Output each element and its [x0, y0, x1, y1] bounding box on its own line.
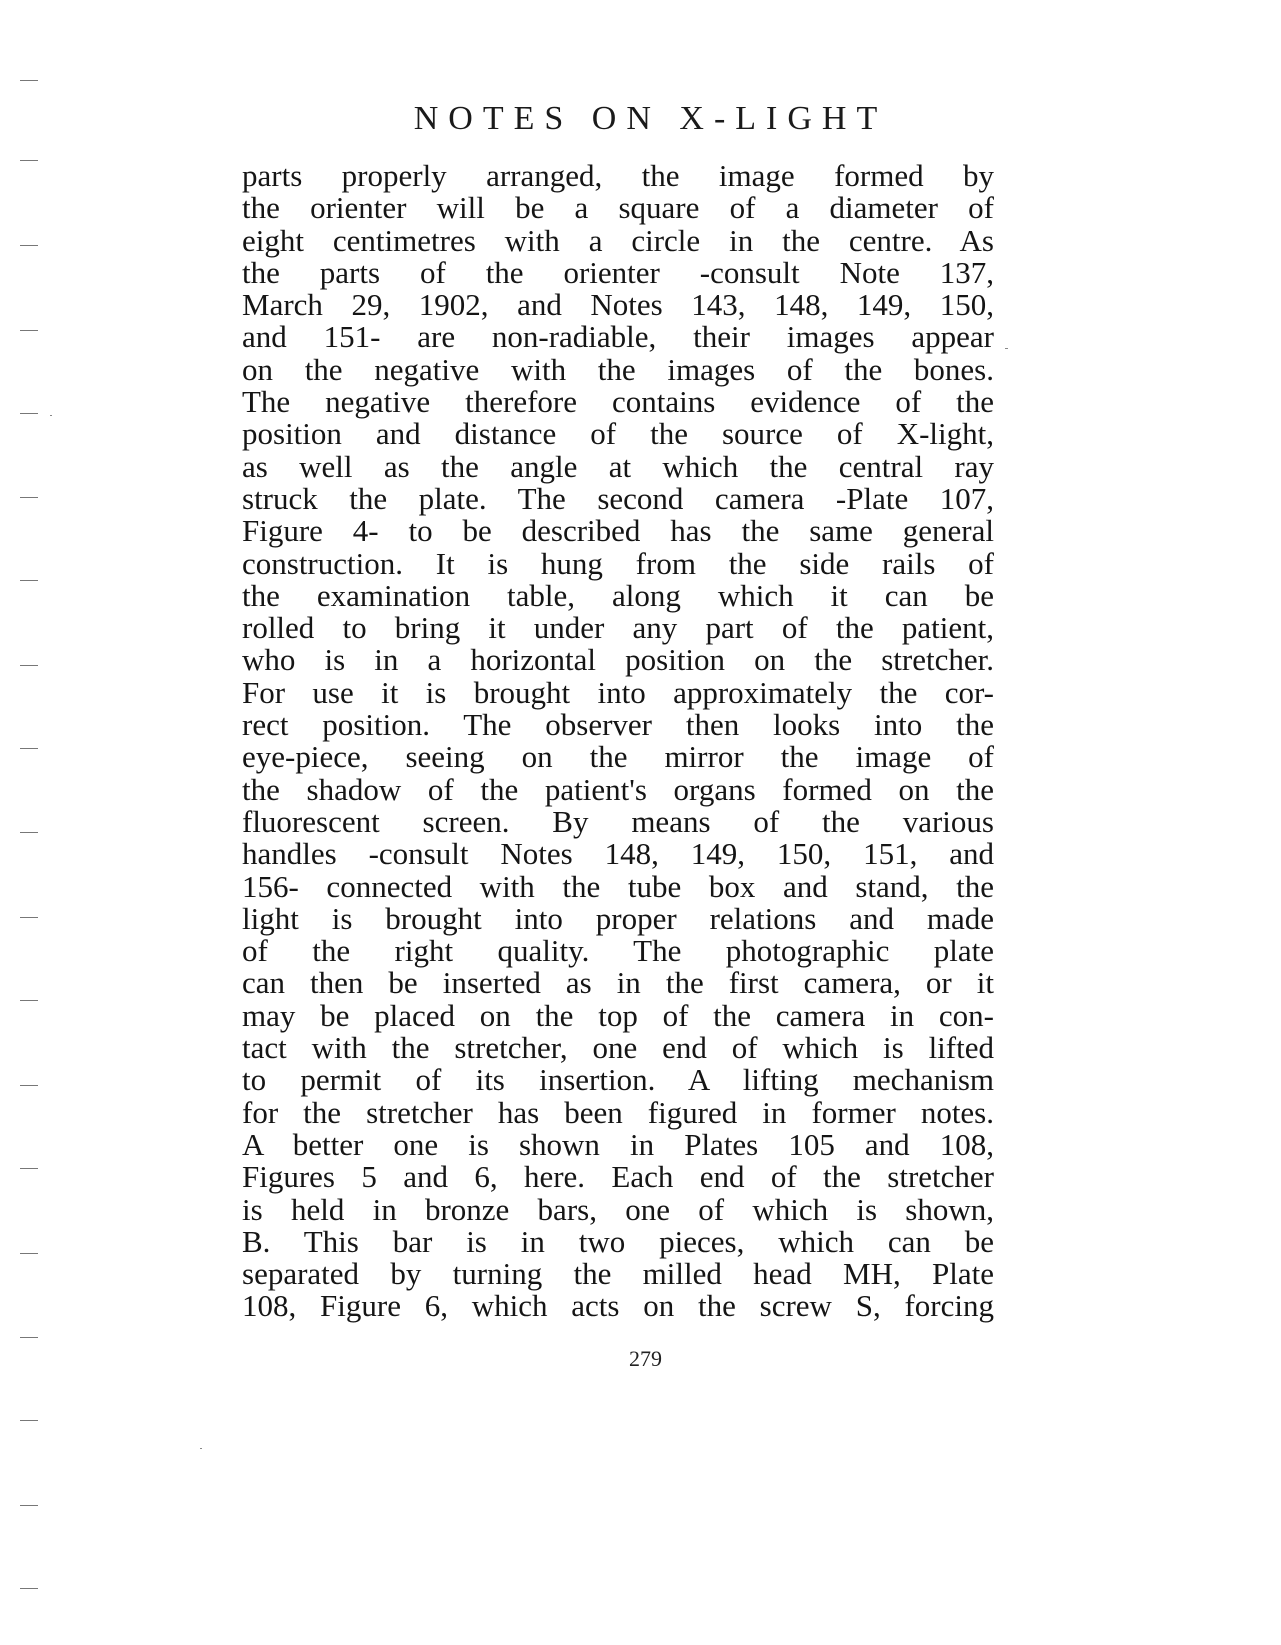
text-line: parts properly arranged, the image formed by — [242, 158, 994, 193]
text-line: position and distance of the source of X-light, — [242, 416, 994, 452]
text-line: on the negative with the images of the bones. — [242, 351, 994, 387]
text-line: Figure 4- to be described has the same general — [242, 513, 994, 549]
text-line: the shadow of the patient's organs formed on the — [242, 771, 994, 807]
text-line: For use it is brought into approximately the cor- — [242, 674, 994, 710]
scan-speck — [1005, 348, 1008, 349]
scan-speck — [50, 415, 52, 416]
margin-tick — [20, 497, 38, 498]
text-line: light is brought into proper relations and made — [242, 900, 994, 936]
text-line: fluorescent screen. By means of the various — [242, 803, 994, 839]
margin-tick — [20, 160, 38, 161]
text-line: Figures 5 and 6, here. Each end of the stretcher — [242, 1159, 994, 1195]
text-line: who is in a horizontal position on the stretcher. — [242, 642, 994, 678]
text-line: A better one is shown in Plates 105 and 108, — [242, 1126, 994, 1162]
text-line: as well as the angle at which the central ray — [242, 448, 994, 484]
text-line: tact with the stretcher, one end of which is lifted — [242, 1030, 994, 1066]
margin-tick — [20, 832, 38, 833]
text-line: 108, Figure 6, which acts on the screw S, forcing — [242, 1288, 994, 1324]
body-text — [242, 160, 994, 1323]
text-line: for the stretcher has been figured in former notes. — [242, 1094, 994, 1130]
margin-tick — [20, 1253, 38, 1254]
text-line: March 29, 1902, and Notes 143, 148, 149, 150, — [242, 287, 994, 323]
margin-tick — [20, 330, 38, 331]
text-line: rect position. The observer then looks into the — [242, 707, 994, 743]
margin-tick — [20, 413, 38, 414]
margin-tick — [20, 1000, 38, 1001]
margin-tick — [20, 665, 38, 666]
text-line: B. This bar is in two pieces, which can be — [242, 1223, 994, 1259]
text-line: can then be inserted as in the first camera, or it — [242, 965, 994, 1001]
margin-tick — [20, 1420, 38, 1421]
text-line: handles -consult Notes 148, 149, 150, 151, and — [242, 836, 994, 872]
left-margin-ruler — [0, 0, 60, 1645]
text-line: the parts of the orienter -consult Note 137, — [242, 254, 994, 290]
scan-speck — [200, 1448, 202, 1449]
text-line: separated by turning the milled head MH, Plate — [242, 1256, 994, 1292]
margin-tick — [20, 917, 38, 918]
text-line: eye-piece, seeing on the mirror the image of — [242, 739, 994, 775]
text-line: may be placed on the top of the camera in con- — [242, 997, 994, 1033]
text-line: struck the plate. The second camera -Plate 107, — [242, 480, 994, 516]
margin-tick — [20, 245, 38, 246]
running-head: NOTES ON X-LIGHT — [413, 100, 888, 137]
text-line: and 151- are non-radiable, their images appear — [242, 319, 994, 355]
text-line: the examination table, along which it can be — [242, 577, 994, 613]
margin-tick — [20, 1085, 38, 1086]
text-line: eight centimetres with a circle in the centre. As — [242, 222, 994, 258]
margin-tick — [20, 1588, 38, 1589]
text-line: rolled to bring it under any part of the patient, — [242, 610, 994, 646]
text-line: of the right quality. The photographic plate — [242, 933, 994, 969]
margin-tick — [20, 1168, 38, 1169]
text-line: The negative therefore contains evidence of the — [242, 384, 994, 420]
margin-tick — [20, 748, 38, 749]
margin-tick — [20, 1337, 38, 1338]
text-line: construction. It is hung from the side rails of — [242, 545, 994, 581]
margin-tick — [20, 580, 38, 581]
page-number: 279 — [629, 1346, 662, 1371]
text-line: to permit of its insertion. A lifting mechanism — [242, 1062, 994, 1098]
margin-tick — [20, 1505, 38, 1506]
text-line: 156- connected with the tube box and stand, the — [242, 868, 994, 904]
text-line: the orienter will be a square of a diameter of — [242, 190, 994, 226]
text-line: is held in bronze bars, one of which is shown, — [242, 1191, 994, 1227]
margin-tick — [20, 80, 38, 81]
